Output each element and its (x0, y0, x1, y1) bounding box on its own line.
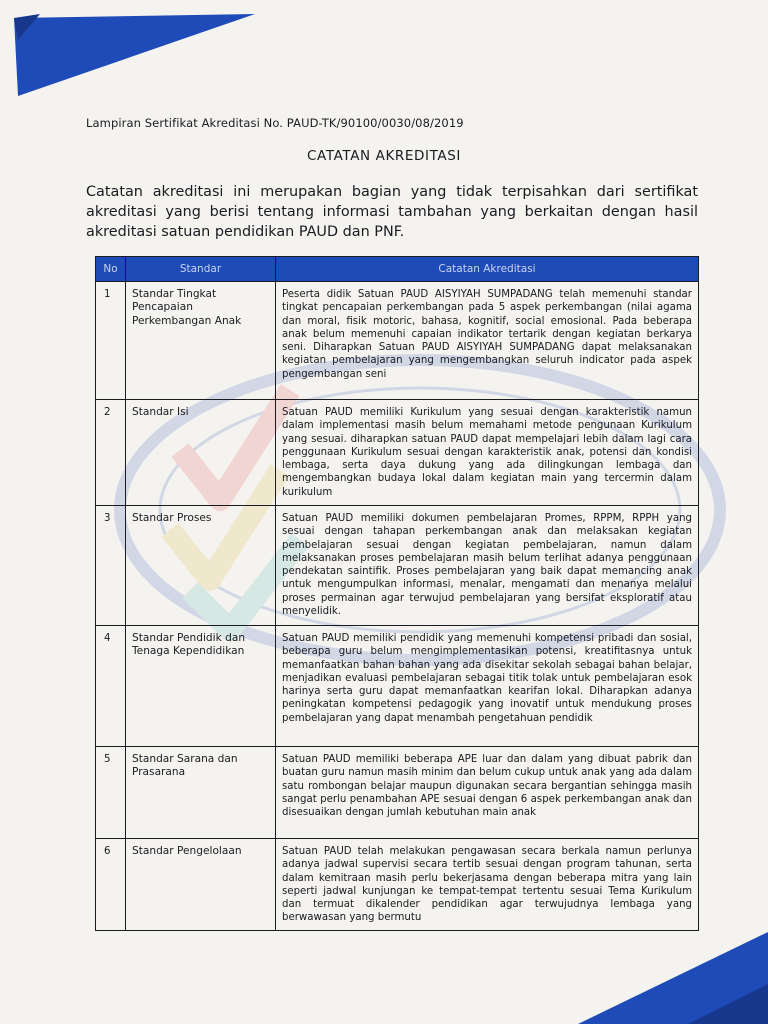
accreditation-table (95, 256, 699, 931)
intro-paragraph: Catatan akreditasi ini merupakan bagian yang tidak terpisahkan dari sertifikat akreditasi yang berisi tentang informasi tambahan yang berkaitan dengan hasil akreditasi satuan pendidikan PAUD dan PNF. (86, 184, 698, 240)
row-number: 1 (96, 282, 126, 400)
table-row (96, 839, 699, 931)
header-catatan: Catatan Akreditasi (276, 257, 699, 282)
row-number: 3 (96, 506, 126, 626)
row-catatan: Satuan PAUD memiliki Kurikulum yang sesuai dengan karakteristik namun dalam implementasi masih belum memahami metode pengunaan Kurikulum yang sesuai. diharapkan satuan PAUD dapat mempelajari lebih dalam lagi cara penggunaan Kurikulum sesuai dengan karakteristik anak, potensi dan kondisi lembaga, serta daya dukung yang ada dilingkungan lembaga dan mengembangkan budaya lokal dalam kegiatan main yang tercermin dalam kurikulum (276, 400, 699, 506)
row-catatan: Satuan PAUD memiliki pendidik yang memenuhi kompetensi pribadi dan sosial, beberapa guru belum mengimplementasikan potensi, kreatifitasnya untuk memanfaatkan bahan bahan yang ada disekitar sekolah sebagai bahan belajar, menjadikan evaluasi pembelajaran sebagai titik tolak untuk pembelajaran esok harinya serta guru dapat memanfaatkan kearifan lokal. Diharapkan adanya peningkatan kompetensi pedagogik yang inovatif untuk mendukung proses pembelajaran yang dapat menambah pengetahuan pendidik (276, 626, 699, 747)
table-row (96, 506, 699, 626)
header-standar: Standar (126, 257, 276, 282)
table-row (96, 400, 699, 506)
row-catatan: Satuan PAUD telah melakukan pengawasan secara berkala namun perlunya adanya jadwal supervisi secara tertib sesuai dengan program tahunan, serta dalam kemitraan masih perlu bekerjasama dengan beberapa mitra yang lain seperti jadwal kunjungan ke tempat-tempat tertentu sesuai Tema Kurikulum dan termuat dikalender pendidikan agar terwujudnya lembaga yang berwawasan yang bermutu (276, 839, 699, 931)
corner-triangle-decoration (538, 924, 768, 1024)
row-number: 5 (96, 747, 126, 839)
corner-triangle-decoration (0, 0, 260, 100)
table-row (96, 747, 699, 839)
row-standar: Standar Proses (126, 506, 276, 626)
row-catatan: Satuan PAUD memiliki beberapa APE luar dan dalam yang dibuat pabrik dan buatan guru namun masih minim dan belum cukup untuk anak yang ada dalam satu rombongan belajar maupun digunakan secara bergantian sehingga masih sangat perlu penambahan APE sesuai dengan 6 aspek perkembangan anak dan disesuaikan dengan jumlah kebutuhan main anak (276, 747, 699, 839)
row-standar: Standar Isi (126, 400, 276, 506)
row-number: 2 (96, 400, 126, 506)
row-standar: Standar Pengelolaan (126, 839, 276, 931)
row-standar: Standar Tingkat Pencapaian Perkembangan Anak (126, 282, 276, 400)
row-catatan: Satuan PAUD memiliki dokumen pembelajaran Promes, RPPM, RPPH yang sesuai dengan tahapan perkembangan anak dan melaksakan kegiatan pembelajaran sesuai dengan kegiatan pembelajaran, namun dalam melaksanakan proses pembelajaran masih belum terlihat adanya penggunaan pendekatan saintifik. Proses pembelajaran yang baik dapat memancing anak untuk mengumpulkan informasi, menalar, mengamati dan menanya melalui proses permainan agar terwujud pembelajaran yang bersifat eksploratif atau menyelidik. (276, 506, 699, 626)
row-standar: Standar Sarana dan Prasarana (126, 747, 276, 839)
table-header-row (96, 257, 699, 282)
table-row (96, 626, 699, 747)
page-title: CATATAN AKREDITASI (307, 148, 461, 164)
row-number: 6 (96, 839, 126, 931)
certificate-reference: Lampiran Sertifikat Akreditasi No. PAUD-TK/90100/0030/08/2019 (86, 116, 464, 130)
row-catatan: Peserta didik Satuan PAUD AISYIYAH SUMPADANG telah memenuhi standar tingkat pencapaian perkembangan pada 5 aspek perkembangan (nilai agama dan moral, fisik motoric, bahasa, kognitif, social emosional. Pada beberapa anak belum memenuhi capaian indikator tertarik dengan kegiatan berkarya seni. Diharapkan Satuan PAUD AISYIYAH SUMPADANG dapat melaksanakan kegiatan pembelajaran yang mengembangkan seluruh indicator pada aspek pengembangan seni (276, 282, 699, 400)
row-standar: Standar Pendidik dan Tenaga Kependidikan (126, 626, 276, 747)
header-no: No (96, 257, 126, 282)
table-row (96, 282, 699, 400)
row-number: 4 (96, 626, 126, 747)
